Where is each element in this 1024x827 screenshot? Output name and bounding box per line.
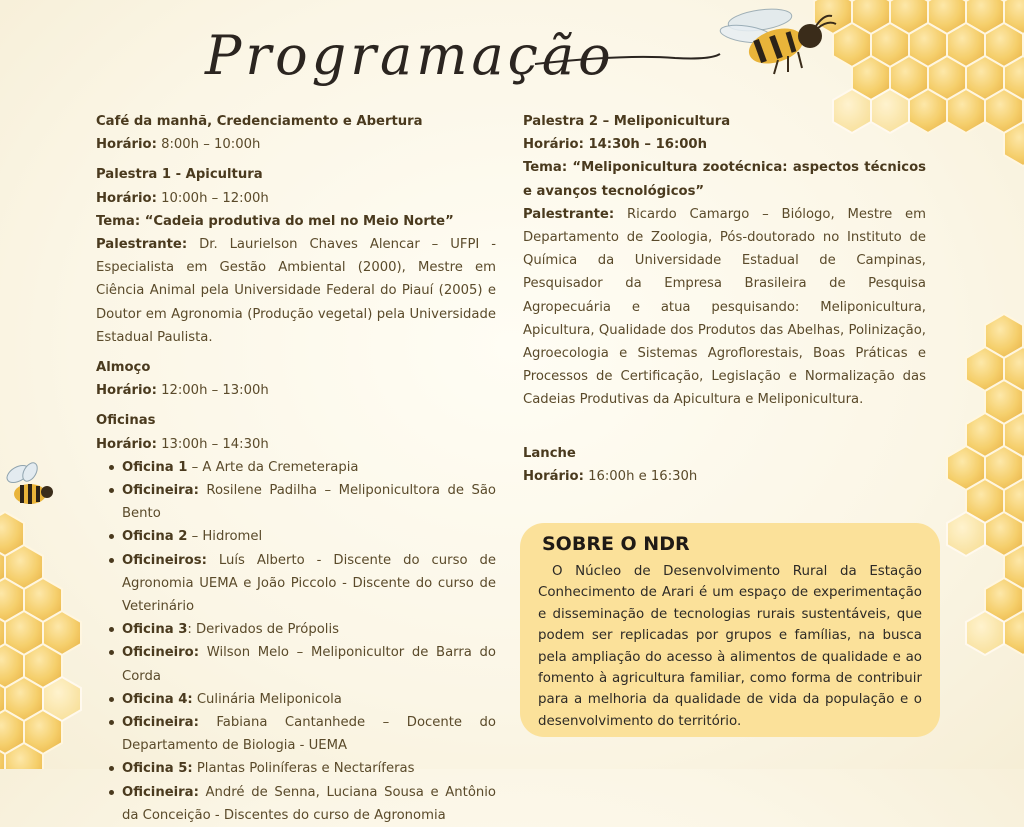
palestra2-title: Palestra 2 – Meliponicultura bbox=[523, 114, 731, 129]
list-item: Oficineira: André de Senna, Luciana Sousa e Antônio da Conceição - Discentes do curso de Agronomia bbox=[122, 781, 496, 827]
almoco-title: Almoço bbox=[96, 360, 151, 376]
block-title: Café da manhã, Credenciamento e Abertura bbox=[96, 114, 423, 129]
list-item: Oficina 4: Culinária Meliponicola bbox=[122, 688, 496, 711]
list-item: Oficineira: Rosilene Padilha – Meliponicultora de São Bento bbox=[122, 479, 496, 525]
lanche-time: Horário: 16:00h e 16:30h bbox=[523, 468, 698, 484]
bee-icon bbox=[2, 460, 54, 512]
palestra2-tema: Tema: “Meliponicultura zootécnica: aspectos técnicos e avanços tecnológicos” bbox=[523, 160, 926, 199]
about-ndr-title: SOBRE O NDR bbox=[542, 533, 690, 555]
left-column bbox=[96, 110, 496, 827]
almoco-time: Horário: 12:00h – 13:00h bbox=[96, 383, 269, 399]
list-item: Oficineira: Fabiana Cantanhede – Docente do Departamento de Biologia - UEMA bbox=[122, 711, 496, 757]
lanche-title: Lanche bbox=[523, 445, 576, 461]
about-ndr-body: O Núcleo de Desenvolvimento Rural da Estação Conhecimento de Arari é um espaço de experimentação e disseminação de tecnologias rurais sustentáveis, que podem ser replicadas por grupos e famílias, na busca pela ampliação do acesso à alimentos de qualidade e ao fomento à agricultura familiar, como forma de contribuir para a melhoria da qualidade de vida da população e o desenvolvimento do território. bbox=[538, 564, 922, 729]
list-item: Oficineiro: Wilson Melo – Meliponicultor de Barra do Corda bbox=[122, 641, 496, 687]
palestra1-time: Horário: 10:00h – 12:00h bbox=[96, 190, 269, 206]
oficinas-list bbox=[96, 456, 496, 827]
about-ndr-box bbox=[520, 523, 940, 737]
list-item: Oficina 5: Plantas Poliníferas e Nectaríferas bbox=[122, 757, 496, 780]
palestra1-title: Palestra 1 - Apicultura bbox=[96, 167, 263, 183]
oficinas-title: Oficinas bbox=[96, 413, 156, 429]
palestra1-speaker: Palestrante: Dr. Laurielson Chaves Alencar – UFPI - Especialista em Gestão Ambiental (2000), Mestre em Ciência Animal pela Universidade Federal do Piauí (2005) e Doutor em Agronomia (Produção vegetal) pela Universidade Estadual Paulista. bbox=[96, 237, 496, 345]
page-title bbox=[205, 24, 725, 94]
right-column bbox=[523, 110, 926, 488]
palestra1-tema: Tema: “Cadeia produtiva do mel no Meio Norte” bbox=[96, 213, 454, 229]
list-item: Oficina 2 – Hidromel bbox=[122, 525, 496, 548]
palestra2-speaker: Palestrante: Ricardo Camargo – Biólogo, Mestre em Departamento de Zoologia, Pós-doutorado no Instituto de Química da Universidade Estadual de Campinas, Pesquisador da Empresa Brasileira de Pesquisa Agropecuária e atua pesquisando: Meliponicultura, Apicultura, Qualidade dos Produtos das Abelhas, Polinização, Agroecologia e Sistemas Agroflorestais, Boas Práticas e Processos de Certificação, Legislação e Normalização das Cadeias Produtivas da Apicultura e Meliponicultura. bbox=[523, 206, 926, 408]
list-item: Oficina 3: Derivados de Própolis bbox=[122, 618, 496, 641]
oficinas-time: Horário: 13:00h – 14:30h bbox=[96, 436, 269, 452]
palestra2-time: Horário: 14:30h – 16:00h bbox=[523, 137, 707, 153]
list-item: Oficineiros: Luís Alberto - Discente do curso de Agronomia UEMA e João Piccolo - Discente do curso de Veterinário bbox=[122, 549, 496, 619]
block-time: Horário: 8:00h – 10:00h bbox=[96, 137, 261, 153]
title-text: Programação bbox=[205, 24, 615, 87]
list-item: Oficina 1 – A Arte da Cremeterapia bbox=[122, 456, 496, 479]
